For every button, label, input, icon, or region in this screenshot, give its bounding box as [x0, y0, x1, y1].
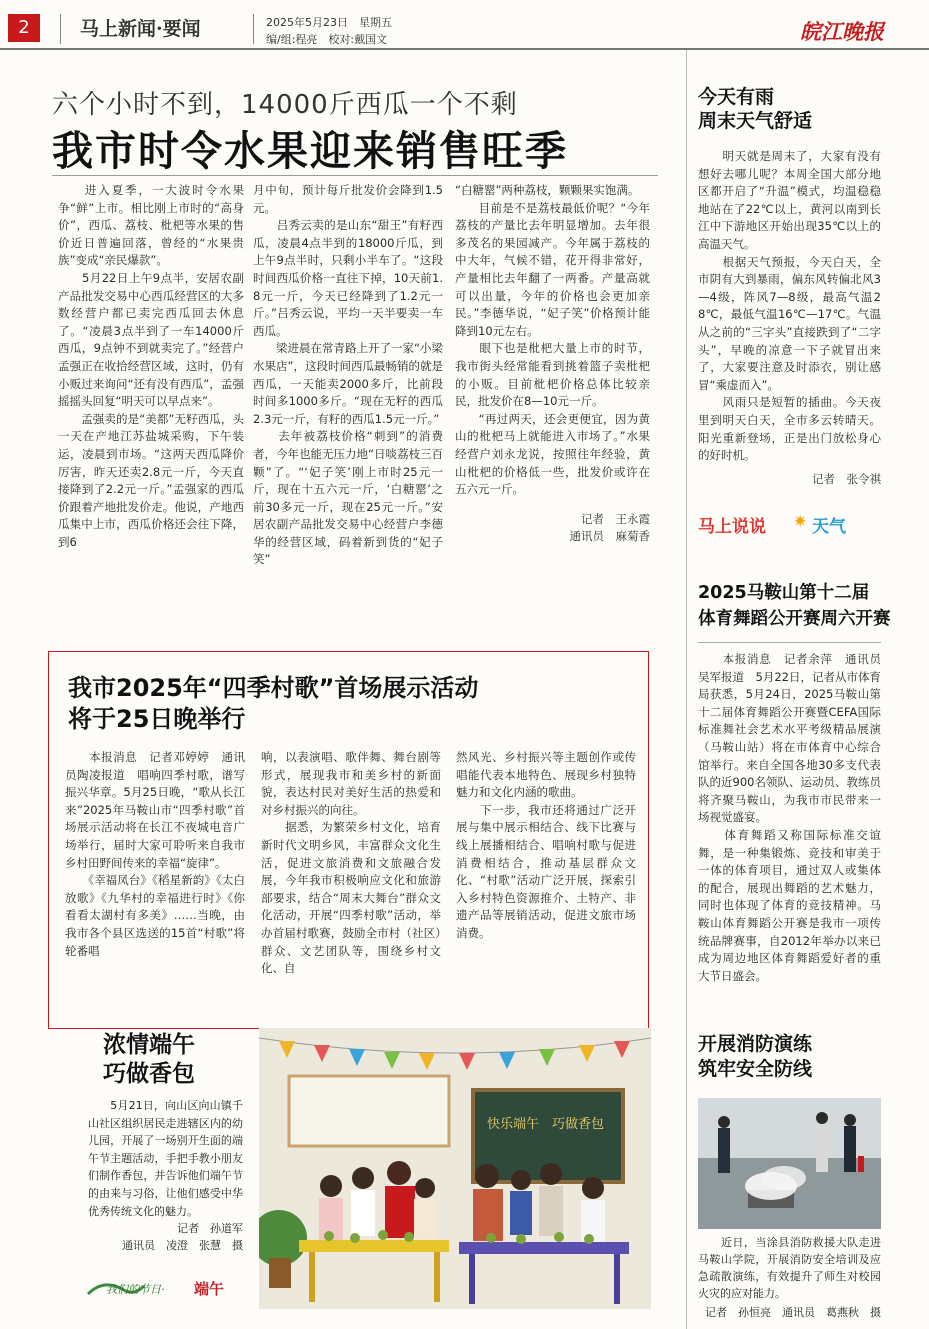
lead-byline-reporter: 记者 王永霞 — [581, 511, 650, 526]
blackboard-text: 快乐端午 巧做香包 — [487, 1117, 605, 1132]
lead-column-1: 进入夏季，一大波时令水果争“鲜”上市。相比刚上市时的“高身价”，西瓜、荔枝、枇杷等水果的售价近日普遍回落，曾经的“水果贵族”变成“亲民爆款”。 5月22日上午9点半，安居农副产品批发交易中心西瓜经营区的大多数经营户都已卖完西瓜回去休息了。“凌晨3点半到了一车14000斤西瓜，9点钟不到就卖完了。”经营户孟强正在收拾经营区域，这时，仍有小贩过来询问“还有没有西瓜”，孟强摇摇头回复“明天可以早点来”。 孟强卖的是“美都”无籽西瓜，头一天在产地江苏盐城采购，下午装运，凌晨到市场。“这两天西瓜降价厉害，昨天还卖2.8元一斤，今天直接降到了2.2元一斤。”孟强家的西瓜价跟着产地批发价走。他说，产地西瓜集中上市，西瓜价格还会往下降，到6 — [58, 183, 244, 549]
dance-rule — [698, 642, 881, 643]
column-name: 马上新闻·要闻 — [80, 18, 201, 40]
village-song-column-1: 本报消息 记者邓婷婷 通讯员陶凌报道 唱响四季村歌，谱写振兴华章。5月25日晚，“歌从长江来”2025年马鞍山市“四季村歌”首场展示活动将在长江不夜城电音广场举行，届时大家可聆听来自我市乡村田野间传来的幸福“旋律”。 《幸福凤台》《稻星新韵》《太白放歌》《九华村的幸福进行时》《你看看太湖村有多美》……当晚，由我市各个县区选送的15首“村歌”将轮番唱 — [65, 750, 245, 958]
duanwu-headline-line1: 浓情端午 — [103, 1031, 195, 1058]
village-song-headline — [68, 673, 478, 735]
festival-logo-text-2: 端午 — [194, 1280, 225, 1298]
lead-byline-correspondent: 通讯员 麻菊香 — [569, 529, 650, 544]
lead-rule — [52, 175, 658, 176]
weather-article — [698, 148, 881, 488]
classroom-illustration — [259, 1028, 651, 1309]
village-song-headline-line1: 我市2025年“四季村歌”首场展示活动 — [68, 674, 479, 702]
header-divider — [60, 14, 61, 44]
village-song-column-3: 然风光、乡村振兴等主题创作或传唱能代表本地特色、展现乡村独特魅力和文化内涵的歌曲。 下一步，我市还将通过广泛开展与集中展示相结合、线下比赛与线上展播相结合、唱响村歌与促进消费相结合，推动基层群众文化、“村歌”活动广泛开展，探索引入乡村特色资源推介、土特产、非遗产品等展销活动，促进文旅市场消费。 — [456, 750, 636, 940]
weather-byline: 记者 张令祺 — [812, 471, 881, 486]
lead-headline: 我市时令水果迎来销售旺季 — [52, 127, 568, 175]
header-divider — [253, 14, 254, 44]
duanwu-byline-correspondent: 通讯员 凌澄 张慧 摄 — [122, 1239, 243, 1252]
weather-body: 明天就是周末了，大家有没有想好去哪儿呢？本周全国大部分地区都开启了“升温”模式，均温稳稳地站在了22℃以上，黄河以南到长江中下游地区开始出现35℃以上的高温天气。 根据天气预报，今天白天，全市阴有大到暴雨，偏东风转偏北风3—4级，阵风7—8级，最高气温28℃，最低气温16℃—17℃。气温从之前的“三字头”直接跌到了“二字头”，早晚的凉意一下子就冒出来了，大家要注意及时添衣，别让感冒“乘虚而入”。 风雨只是短暂的插曲。今天夜里到明天白天，全市多云转晴天。阳光重新登场，正是出门放松身心的好时机。 — [698, 149, 881, 463]
weather-headline-line2: 周末天气舒适 — [698, 110, 813, 132]
fire-drill-illustration — [698, 1098, 881, 1229]
dance-headline — [698, 580, 891, 632]
duanwu-photo — [259, 1028, 651, 1309]
weather-headline — [698, 85, 812, 133]
duanwu-headline — [103, 1030, 195, 1088]
fire-drill-caption: 近日，当涂县消防救援大队走进马鞍山学院，开展消防安全培训及应急疏散演练，有效提升了师生对校园火灾的应对能力。 — [698, 1236, 881, 1300]
fire-drill-photo — [698, 1098, 881, 1229]
header-rule — [0, 48, 929, 50]
duanwu-caption: 5月21日，向山区向山镇千山社区组织居民走进辖区内的幼儿园，开展了一场别开生面的端午节主题活动，手把手教小朋友们制作香包，并告诉他们端午节的由来与习俗，让他们感受中华优秀传统文化的魅力。 — [88, 1099, 243, 1218]
sun-icon: ✷ — [793, 512, 808, 532]
weather-headline-line1: 今天有雨 — [698, 86, 775, 108]
issue-date: 2025年5月23日 星期五 — [266, 16, 392, 29]
lead-subtitle: 六个小时不到，14000斤西瓜一个不剩 — [52, 90, 518, 120]
duanwu-byline-reporter: 记者 孙道军 — [177, 1222, 243, 1235]
editor-credits: 编/组:程亮 校对:戴国文 — [266, 33, 388, 46]
lead-column-3: “白糖罂”两种荔枝，颗颗果实饱满。 目前是不是荔枝最低价呢？“今年荔枝的产量比去年明显增加。去年很多茂名的果园减产。今年属于荔枝的中大年，气候不错，花开得非常好，产量相比去年翻了一两番。产量高就可以出量，今年的价格也会更加亲民。”李德华说，“妃子笑”价格预计能降到10元左右。 眼下也是枇杷大量上市的时节，我市街头经常能看到挑着篮子卖枇杷的小贩。目前枇杷价格总体比较亲民，批发价在8—10元一斤。 “再过两天，还会更便宜，因为黄山的枇杷马上就能进入市场了。”水果经营户刘永龙说，按照往年经验，黄山枇杷的价格低一些，批发价或许在五六元一斤。 — [455, 183, 650, 497]
newspaper-logo: 皖江晚报 — [800, 19, 884, 44]
lead-column-3-wrap — [455, 182, 650, 546]
page-number: 2 — [8, 14, 40, 42]
lead-column-2: 月中旬，预计每斤批发价会降到1.5元。 吕秀云卖的是山东“甜王”有籽西瓜，凌晨4点半到的18000斤瓜，到上午9点半时，只剩小半车了。“这段时间西瓜价格一直往下掉，10天前1.8元一斤，今天已经降到了1.2元一斤。”吕秀云说，平均一天半要卖一车西瓜。 梁进晨在常青路上开了一家“小梁水果店”，这段时间西瓜最畅销的就是西瓜，一天能卖2000多斤，比前段时间多1000多斤。“现在无籽的西瓜2.3元一斤，有籽的西瓜1.5元一斤。” 去年被荔枝价格“刺到”的消费者，今年也能无压力地“日啖荔枝三百颗”了。“‘妃子笑’刚上市时25元一斤，现在十五六元一斤，‘白糖罂’之前30多元一斤，现在25元一斤。”安居农副产品批发交易中心经营户李德华的经营区域，码着新到货的“妃子笑” — [253, 183, 443, 567]
fire-drill-headline-line2: 筑牢安全防线 — [698, 1058, 813, 1080]
fire-drill-headline — [698, 1032, 812, 1082]
duanwu-headline-line2: 巧做香包 — [103, 1060, 195, 1087]
dance-body: 本报消息 记者余萍 通讯员吴军报道 5月22日，记者从市体育局获悉，5月24日，2025马鞍山第十二届体育舞蹈公开赛暨CEFA国际标准舞社会艺术水平考级精品展演（马鞍山站）将在市体育中心综合馆举行。来自全国各地30多支代表队的近900名领队、运动员、教练员将齐聚马鞍山，为我市市民带来一场视觉盛宴。 体育舞蹈又称国际标准交谊舞，是一种集锻炼、竞技和审美于一体的体育项目，通过双人或集体的配合，展现出舞蹈的艺术魅力，同时也体现了体育的竞技精神。马鞍山体育舞蹈公开赛是我市一项传统品牌赛事，自2012年举办以来已成为周边地区体育舞蹈爱好者的重大节日盛会。 — [698, 652, 881, 983]
village-song-column-2: 响，以表演唱、歌伴舞、舞台剧等形式，展现我市和美乡村的新面貌，表达村民对美好生活的热爱和对乡村振兴的向往。 据悉，为繁荣乡村文化，培育新时代文明乡风，丰富群众文化生活，促进文旅消费和文旅融合发展，今年我市积极响应文化和旅游部要求，结合“周末大舞台”群众文化活动，开展“四季村歌”活动，举办首届村歌赛，鼓励全市村（社区）群众、文艺团队等，围绕乡村文化、自 — [261, 750, 441, 976]
column-divider — [686, 50, 687, 1329]
festival-logo-graphic — [84, 1268, 254, 1302]
duanwu-byline — [88, 1220, 243, 1254]
dance-headline-line1: 2025马鞍山第十二届 — [698, 583, 870, 603]
festival-logo-text: 我们的节日· — [106, 1283, 165, 1296]
weather-tag-label-2: 天气 — [812, 517, 846, 537]
village-song-headline-line2: 将于25日晚举行 — [68, 705, 246, 733]
festival-logo — [84, 1268, 254, 1302]
fire-drill-byline: 记者 孙恒亮 通讯员 葛燕秋 摄 — [705, 1306, 881, 1319]
weather-tag-label: 马上说说 — [698, 517, 766, 537]
dance-headline-line2: 体育舞蹈公开赛周六开赛 — [698, 609, 891, 629]
fire-drill-headline-line1: 开展消防演练 — [698, 1033, 813, 1055]
